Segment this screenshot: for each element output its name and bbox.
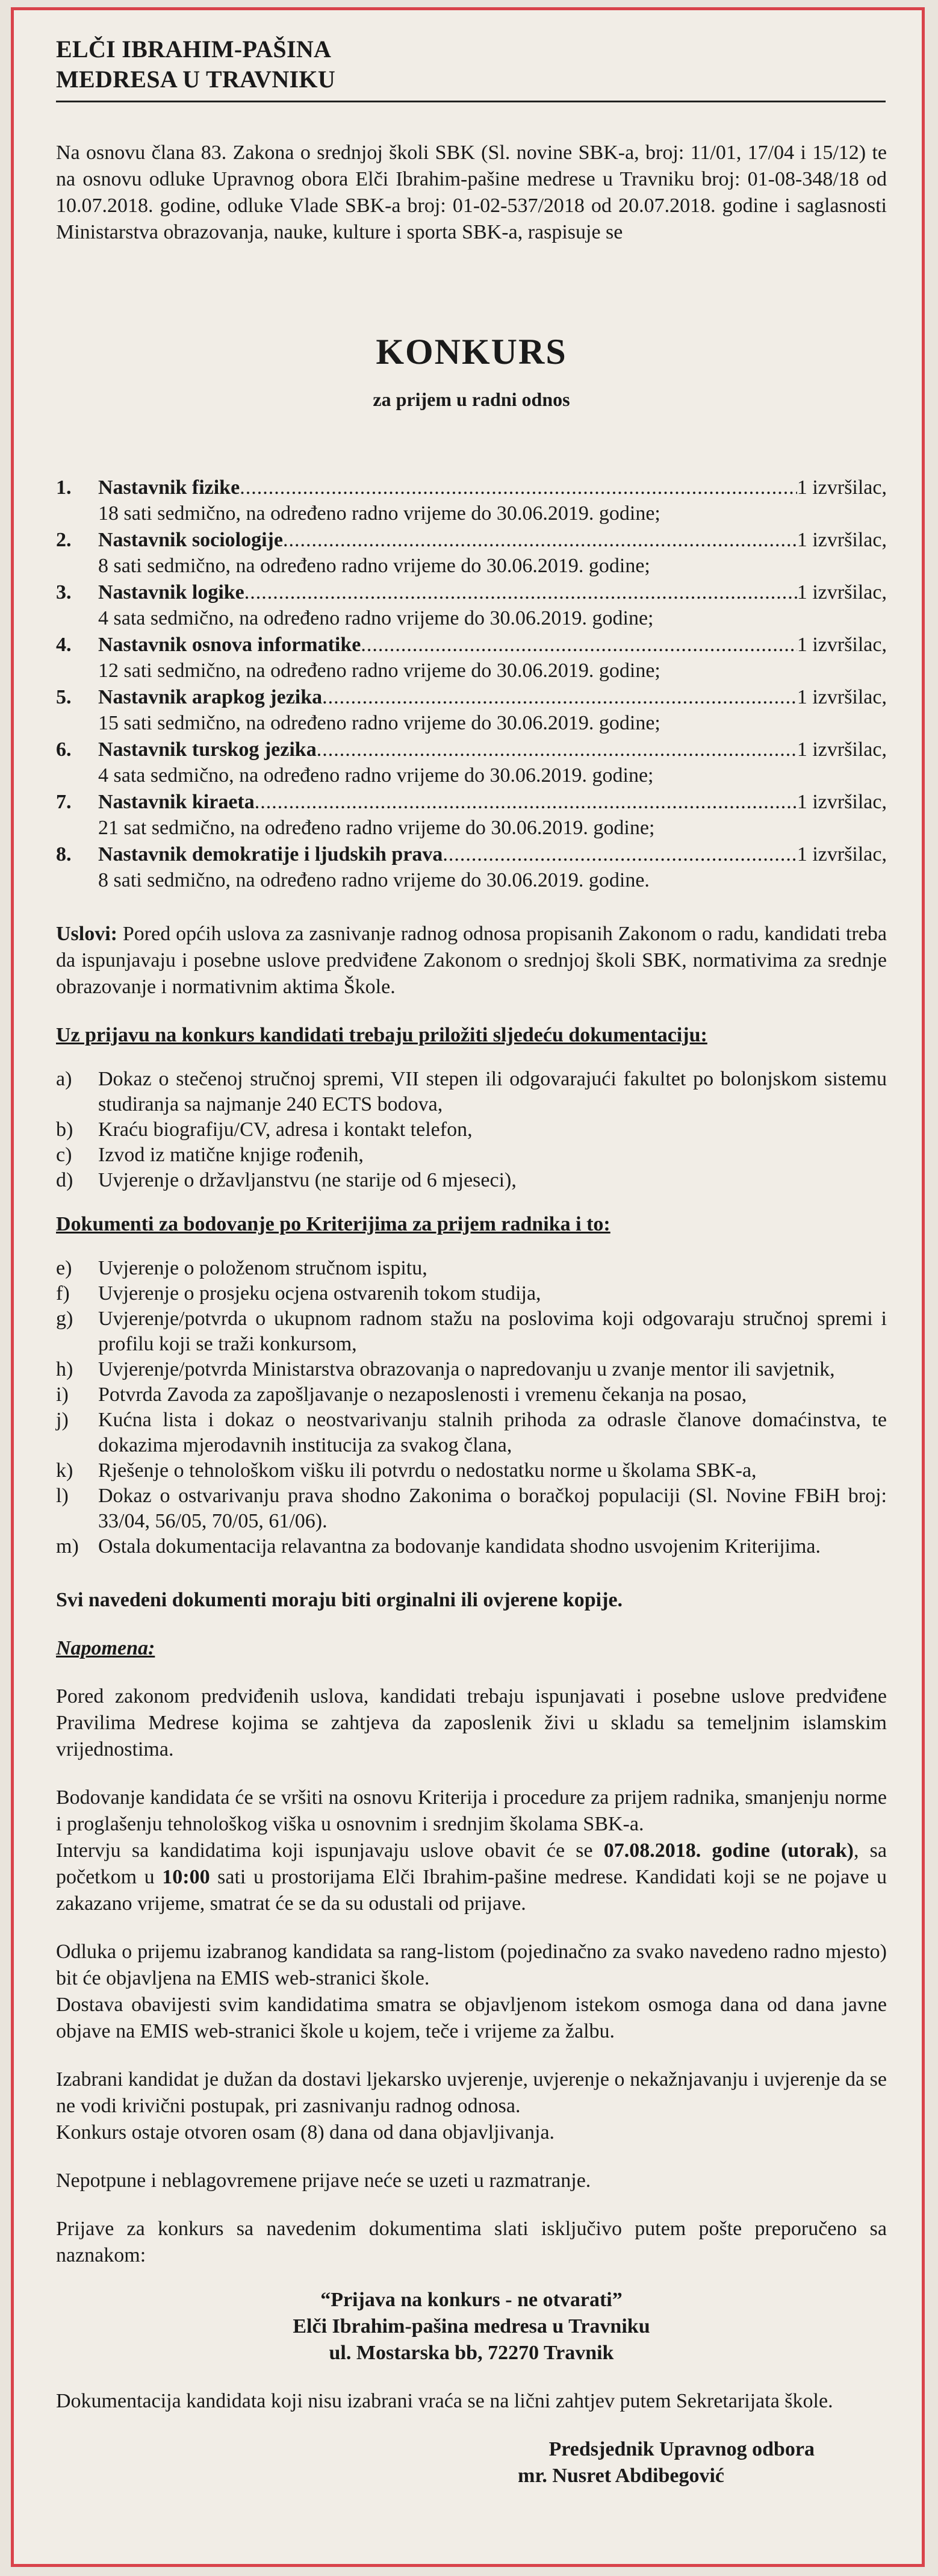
originals-notice: Svi navedeni dokumenti moraju biti orginalni ili ovjerene kopije. [56, 1589, 623, 1611]
position-title: Nastavnik demokratije i ljudskih prava [98, 843, 443, 865]
position-title: Nastavnik kiraeta [98, 791, 255, 813]
interview-text-end: sati u prostorijama Elči Ibrahim-pašine medrese. Kandidati koji se ne pojave u zakazano vrijeme, smatrat će se da su odustali od prijave. [56, 1866, 887, 1915]
position-number: 8. [56, 843, 72, 865]
list-item [56, 1458, 887, 1483]
signatory-role: Predsjednik Upravnog odbora [548, 2438, 815, 2460]
list-letter: j) [56, 1409, 69, 1431]
position-title: Nastavnik sociologije [98, 529, 283, 551]
org-name [56, 34, 887, 95]
position-detail: 4 sata sedmično, na određeno radno vrijeme do 30.06.2019. godine; [98, 607, 654, 629]
scoring-documents-heading: Dokumenti za bodovanje po Kriterijima za prijem radnika i to: [56, 1213, 610, 1235]
positions-list [56, 475, 887, 893]
position-item [56, 684, 887, 736]
note-paragraph: Pored zakonom predviđenih uslova, kandidati trebaju ispunjavati i posebne uslove predviđene Pravilima Medrese kojima se zahtjeva da zaposlenik živi u skladu sa temeljnim islamskim vrijednostima. [56, 1685, 887, 1760]
position-title: Nastavnik logike [98, 581, 244, 603]
list-text: Izvod iz matične knjige rođenih, [98, 1144, 364, 1166]
document-title: KONKURS [376, 332, 567, 372]
list-text: Dokaz o stečenoj stručnoj spremi, VII stepen ili odgovarajući fakultet po bolonjskom sistemu studiranja sa najmanje 240 ECTS bodova, [98, 1068, 887, 1115]
address-line2: Elči Ibrahim-pašina medresa u Travniku [293, 2315, 650, 2337]
position-detail: 8 sati sedmično, na određeno radno vrijeme do 30.06.2019. godine. [98, 869, 650, 891]
list-text: Rješenje o tehnološkom višku ili potvrdu o nedostatku norme u školama SBK-a, [98, 1459, 757, 1482]
position-count: 1 izvršilac, [797, 529, 887, 551]
position-number: 5. [56, 686, 72, 708]
position-number: 3. [56, 581, 72, 603]
dot-leader [240, 475, 797, 501]
list-text: Kraću biografiju/CV, adresa i kontakt telefon, [98, 1118, 473, 1141]
interview-date: 07.08.2018. godine (utorak) [603, 1839, 854, 1862]
submission-paragraph: Prijave za konkurs sa navedenim dokumentima slati isključivo putem pošte preporučeno sa naznakom: [56, 2218, 887, 2266]
list-text: Potvrda Zavoda za zapošljavanje o nezaposlenosti i vremenu čekanja na posao, [98, 1383, 747, 1406]
list-item [56, 1483, 887, 1534]
dot-leader [317, 737, 797, 763]
list-text: Ostala dokumentacija relavantna za bodovanje kandidata shodno usvojenim Kriterijima. [98, 1535, 821, 1558]
position-title: Nastavnik turskog jezika [98, 738, 317, 761]
position-count: 1 izvršilac, [797, 686, 887, 708]
interview-text-start: Intervju sa kandidatima koji ispunjavaju uslove obavit će se [56, 1839, 604, 1862]
list-letter: d) [56, 1169, 73, 1191]
conditions-paragraph [56, 921, 887, 1000]
list-text: Dokaz o ostvarivanju prava shodno Zakonima o boračkoj populaciji (Sl. Novine FBiH broj: 33/04, 56/05, 70/05, 61/06). [98, 1485, 887, 1532]
position-item [56, 841, 887, 893]
org-name-line1: ELČI IBRAHIM-PAŠINA [56, 36, 332, 63]
address-line1: “Prijava na konkurs - ne otvarati” [320, 2289, 623, 2311]
org-name-line2: MEDRESA U TRAVNIKU [56, 66, 336, 93]
decision-block [56, 1939, 887, 2045]
list-letter: m) [56, 1535, 79, 1558]
list-text: Kućna lista i dokaz o neostvarivanju stalnih prihoda za odrasle članove domaćinstva, te dokazima mjerodavnih institucija za svakog člana, [98, 1409, 887, 1456]
interview-paragraph [56, 1838, 887, 1917]
position-detail: 12 sati sedmično, na određeno radno vrijeme do 30.06.2019. godine; [98, 660, 660, 682]
position-item [56, 632, 887, 684]
dot-leader [322, 684, 797, 710]
announcement-page [11, 7, 925, 2567]
selected-candidate-paragraph: Izabrani kandidat je dužan da dostavi ljekarsko uvjerenje, uvjerenje o nekažnjavanju i uvjerenje da se ne vodi krivični postupak, pri zasnivanju radnog odnosa. [56, 2068, 887, 2117]
list-text: Uvjerenje/potvrda o ukupnom radnom stažu na poslovima koji odgovaraju stručnoj spremi i profilu koji se traži konkursom, [98, 1308, 887, 1355]
position-number: 1. [56, 476, 72, 499]
header-divider [56, 101, 886, 102]
list-item [56, 1143, 887, 1168]
list-item [56, 1382, 887, 1408]
mailing-address [56, 2287, 887, 2366]
documents-heading: Uz prijavu na konkurs kandidati trebaju priložiti sljedeću dokumentaciju: [56, 1024, 707, 1046]
position-detail: 8 sati sedmično, na određeno radno vrijeme do 30.06.2019. godine; [98, 555, 650, 577]
list-item [56, 1306, 887, 1357]
position-detail: 21 sat sedmično, na određeno radno vrijeme do 30.06.2019. godine; [98, 817, 655, 839]
list-letter: g) [56, 1308, 73, 1330]
decision-paragraph: Odluka o prijemu izabranog kandidata sa rang-listom (pojedinačno za svako navedeno radno mjesto) bit će objavljena na EMIS web-stranici škole. [56, 1941, 887, 1989]
scoring-interview-block [56, 1785, 887, 1917]
incomplete-applications-paragraph: Nepotpune i neblagovremene prijave neće se uzeti u razmatranje. [56, 2169, 591, 2192]
position-count: 1 izvršilac, [797, 791, 887, 813]
return-documents-paragraph: Dokumentacija kandidata koji nisu izabrani vraća se na lični zahtjev putem Sekretarijata škole. [56, 2390, 833, 2412]
list-item [56, 1534, 887, 1559]
list-letter: b) [56, 1118, 73, 1141]
list-letter: k) [56, 1459, 73, 1482]
list-letter: c) [56, 1144, 72, 1166]
conditions-text: Pored općih uslova za zasnivanje radnog odnosa propisanih Zakonom o radu, kandidati treba da ispunjavaju i posebne uslove predviđene Zakonom o srednjoj školi SBK, normativima za srednje obrazovanje i normativnim aktima Škole. [56, 923, 887, 998]
position-item [56, 737, 887, 788]
position-number: 7. [56, 791, 72, 813]
position-item [56, 789, 887, 841]
position-detail: 15 sati sedmično, na određeno radno vrijeme do 30.06.2019. godine; [98, 712, 660, 734]
position-item [56, 579, 887, 631]
list-item [56, 1408, 887, 1458]
list-letter: l) [56, 1485, 69, 1507]
scoring-documents-list [56, 1256, 887, 1559]
position-title: Nastavnik arapkog jezika [98, 686, 323, 708]
list-letter: f) [56, 1282, 70, 1305]
scoring-paragraph: Bodovanje kandidata će se vršiti na osnovu Kriterija i procedure za prijem radnika, smanjenju norme i proglašenju tehnološkog viška u osnovnim i srednjim školama SBK-a. [56, 1786, 887, 1835]
signatory-name: mr. Nusret Abdibegović [518, 2465, 724, 2487]
announcement-content [56, 34, 887, 2489]
list-item [56, 1256, 887, 1281]
position-item [56, 527, 887, 579]
dot-leader [361, 632, 797, 658]
position-count: 1 izvršilac, [797, 634, 887, 656]
conditions-label: Uslovi: [56, 923, 117, 945]
position-detail: 4 sata sedmično, na određeno radno vrijeme do 30.06.2019. godine; [98, 764, 654, 787]
documents-list [56, 1067, 887, 1193]
dot-leader [283, 527, 797, 553]
position-number: 4. [56, 634, 72, 656]
position-title: Nastavnik fizike [98, 476, 240, 499]
position-count: 1 izvršilac, [797, 738, 887, 761]
position-detail: 18 sati sedmično, na određeno radno vrijeme do 30.06.2019. godine; [98, 502, 660, 525]
open-period-paragraph: Konkurs ostaje otvoren osam (8) dana od dana objavljivanja. [56, 2121, 555, 2144]
address-line3: ul. Mostarska bb, 72270 Travnik [329, 2342, 614, 2364]
list-text: Uvjerenje/potvrda Ministarstva obrazovanja o napredovanju u zvanje mentor ili savjetnik, [98, 1358, 835, 1380]
position-number: 2. [56, 529, 72, 551]
selected-candidate-block [56, 2066, 887, 2146]
list-item [56, 1117, 887, 1143]
dot-leader [255, 789, 797, 815]
list-letter: e) [56, 1257, 72, 1279]
intro-paragraph: Na osnovu člana 83. Zakona o srednjoj školi SBK (Sl. novine SBK-a, broj: 11/01, 17/04 i 15/12) te na osnovu odluke Upravnog obora Elči Ibrahim-pašine medrese u Travniku broj: 01-08-348/18 od 10.07.2018. godine, odluke Vlade SBK-a broj: 01-02-537/2018 od 20.07.2018. godine i saglasnosti Ministarstva obrazovanja, nauke, kulture i sporta SBK-a, raspisuje se [56, 142, 887, 243]
position-title: Nastavnik osnova informatike [98, 634, 361, 656]
list-letter: a) [56, 1068, 72, 1090]
dot-leader [244, 579, 797, 605]
notification-paragraph: Dostava obavijesti svim kandidatima smatra se objavljenom istekom osmoga dana od dana javne objave na EMIS web-stranici škole u kojem, teče i vrijeme za žalbu. [56, 1994, 887, 2042]
position-number: 6. [56, 738, 72, 761]
list-item [56, 1168, 887, 1193]
list-text: Uvjerenje o državljanstvu (ne starije od 6 mjeseci), [98, 1169, 517, 1191]
position-count: 1 izvršilac, [797, 476, 887, 499]
signature-block [56, 2436, 887, 2489]
interview-text-mid: , sa početkom u [56, 1839, 887, 1888]
list-letter: h) [56, 1358, 73, 1380]
dot-leader [443, 841, 797, 867]
list-item [56, 1067, 887, 1117]
position-count: 1 izvršilac, [797, 581, 887, 603]
position-count: 1 izvršilac, [797, 843, 887, 865]
document-subtitle: za prijem u radni odnos [373, 388, 570, 410]
list-item [56, 1357, 887, 1382]
list-item [56, 1281, 887, 1306]
list-letter: i) [56, 1383, 69, 1406]
note-heading: Napomena: [56, 1637, 155, 1659]
list-text: Uvjerenje o prosjeku ocjena ostvarenih tokom studija, [98, 1282, 541, 1305]
interview-time: 10:00 [162, 1866, 210, 1888]
position-item [56, 475, 887, 526]
list-text: Uvjerenje o položenom stručnom ispitu, [98, 1257, 427, 1279]
